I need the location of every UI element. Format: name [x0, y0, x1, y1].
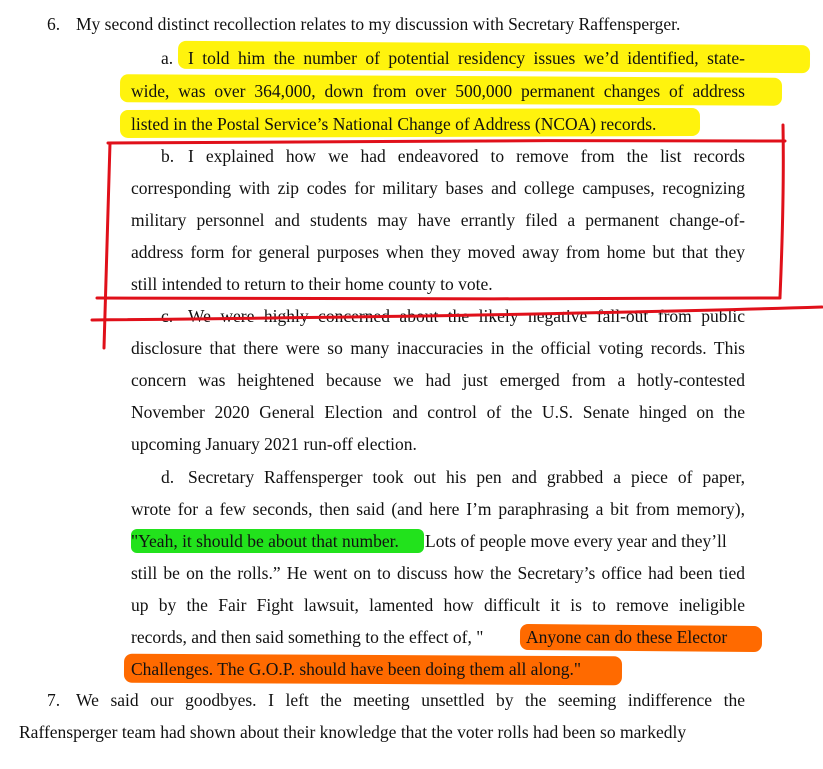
- red-strike-line: [92, 307, 822, 320]
- subpara-d-label: d.: [161, 467, 175, 487]
- subpara-d-line-2: wrote for a few seconds, then said (and here I’m paraphrasing a bit from memory),: [131, 499, 745, 519]
- paragraph-6-text: My second distinct recollection relates to my discussion with Secretary Raffensperger.: [76, 14, 681, 34]
- subpara-d-quote-2a: Anyone can do these Elector: [526, 627, 728, 647]
- paragraph-7-line-2: Raffensperger team had shown about their knowledge that the voter rolls had been so markedly: [19, 722, 687, 742]
- subpara-b-line-5: still intended to return to their home county to vote.: [131, 274, 493, 294]
- subpara-d-line-6-start: records, and then said something to the effect of, ": [131, 627, 484, 647]
- subpara-d-line-5: up by the Fair Fight lawsuit, lamented how difficult it is to remove ineligible: [131, 595, 745, 615]
- subpara-b-line-2: corresponding with zip codes for military bases and college campuses, recognizing: [131, 178, 745, 198]
- subpara-b-line-4: address form for general purposes when they moved away from home but that they: [131, 242, 745, 262]
- red-box-left: [104, 143, 110, 348]
- subpara-d-line-1: Secretary Raffensperger took out his pen and grabbed a piece of paper,: [188, 467, 745, 487]
- subpara-c-line-5: upcoming January 2021 run-off election.: [131, 434, 417, 454]
- subpara-c-line-2: disclosure that there were so many inaccuracies in the official voting records. This: [131, 338, 745, 358]
- subpara-b-label: b.: [161, 146, 175, 166]
- subpara-d-line-4: still be on the rolls.” He went on to discuss how the Secretary’s office had been tied: [131, 563, 745, 583]
- subpara-a-label: a.: [161, 48, 174, 68]
- subpara-d-line-3-rest: Lots of people move every year and they’ll: [425, 531, 727, 551]
- subpara-b-line-3: military personnel and students may have errantly filed a permanent change-of-: [131, 210, 745, 230]
- subpara-b-line-1: I explained how we had endeavored to remove from the list records: [188, 146, 745, 166]
- subpara-c-line-4: November 2020 General Election and control of the U.S. Senate hinged on the: [131, 402, 745, 422]
- red-box-top: [108, 141, 785, 143]
- subpara-a-line-3: listed in the Postal Service’s National Change of Address (NCOA) records.: [131, 114, 657, 134]
- subpara-c-line-1: We were highly concerned about the likely negative fall-out from public: [188, 306, 745, 326]
- red-box-bottom: [97, 298, 780, 299]
- subpara-a-line-2: wide, was over 364,000, down from over 500,000 permanent changes of address: [131, 81, 745, 101]
- red-box-right: [780, 125, 783, 297]
- subpara-d-quote-2b: Challenges. The G.O.P. should have been doing them all along.": [131, 659, 582, 679]
- subpara-a-line-1: I told him the number of potential residency issues we’d identified, state-: [188, 48, 745, 68]
- paragraph-6-number: 6.: [47, 14, 61, 34]
- subpara-d-quote-1: "Yeah, it should be about that number.: [131, 531, 399, 551]
- subpara-c-line-3: concern was heightened because we had just emerged from a hotly-contested: [131, 370, 745, 390]
- subpara-c-label: c.: [161, 306, 174, 326]
- paragraph-7-number: 7.: [47, 690, 61, 710]
- paragraph-7-line-1: We said our goodbyes. I left the meeting unsettled by the seeming indifference the: [76, 690, 745, 710]
